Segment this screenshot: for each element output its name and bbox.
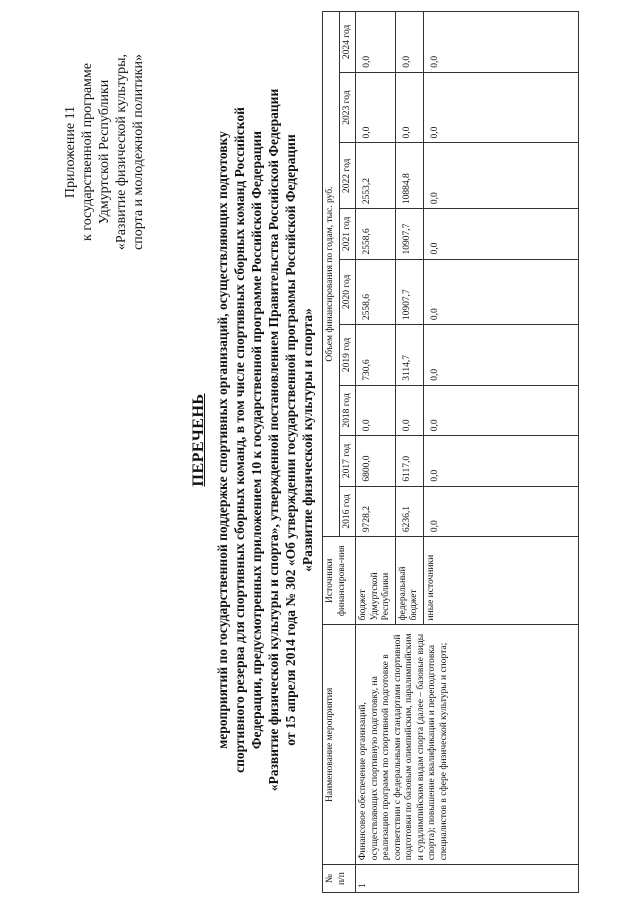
subtitle-line: от 15 апреля 2014 года № 302 «Об утверждении государственной программы Российской Федерации <box>283 134 298 746</box>
header-year: 2023 год <box>339 72 356 143</box>
row-value: 0,0 <box>423 209 578 259</box>
row-value: 0,0 <box>395 12 423 73</box>
header-year: 2020 год <box>339 259 356 325</box>
row-value: 0,0 <box>423 436 578 486</box>
row-value: 730,6 <box>356 325 396 386</box>
row-value: 0,0 <box>395 72 423 143</box>
row-value: 0,0 <box>356 385 396 435</box>
row-value: 0,0 <box>423 143 578 209</box>
row-value: 2558,6 <box>356 209 396 259</box>
document-title: ПЕРЕЧЕНЬ <box>190 393 207 487</box>
header-year: 2022 год <box>339 143 356 209</box>
header-volume: Объем финансирования по годам, тыс. руб. <box>323 12 340 537</box>
row-number: 1 <box>356 865 579 893</box>
header-year: 2018 год <box>339 385 356 435</box>
row-value: 0,0 <box>423 486 578 536</box>
row-value: 10907,7 <box>395 209 423 259</box>
subtitle-line: спортивного резерва для спортивных сборных команд, в том числе спортивных сборных команд Российской <box>232 107 247 773</box>
table-row <box>356 12 396 893</box>
row-source: федеральный бюджет <box>395 537 423 625</box>
subtitle-line: «Развитие физической культуры и спорта» <box>300 308 315 572</box>
row-value: 0,0 <box>356 72 396 143</box>
header-source: Источники финансирова-ния <box>323 537 356 625</box>
appendix-note <box>62 27 147 277</box>
header-name: Наименование мероприятия <box>323 625 356 865</box>
funding-table <box>322 11 579 893</box>
subtitle-line: мероприятий по государственной поддержке спортивных организаций, осуществляющих подготовку <box>215 131 230 749</box>
subtitle-line: «Развитие физической культуры и спорта», утвержденной постановлением Правительства Российской Федерации <box>266 88 281 792</box>
header-year: 2016 год <box>339 486 356 536</box>
header-num: № п/п <box>323 865 356 893</box>
appendix-line: «Развитие физической культуры, <box>114 53 129 251</box>
subtitle-line: Федерации, предусмотренных приложением 10 к государственной программе Российской Федерации <box>249 130 264 750</box>
row-value: 10884,8 <box>395 143 423 209</box>
row-value: 0,0 <box>423 325 578 386</box>
appendix-line: к государственной программе <box>80 63 95 241</box>
row-value: 0,0 <box>423 12 578 73</box>
document-subtitle <box>214 35 316 845</box>
row-value: 6800,0 <box>356 436 396 486</box>
header-year: 2021 год <box>339 209 356 259</box>
row-activity-name: Финансовое обеспечение организаций, осуществляющих спортивную подготовку, на реализацию программ по спортивной подготовке в соответствии с федеральными стандартами спортивной подготовки по базовым олимпийским, паралимпийским и сурдлимпийским видам спорта (далее – базовые виды спорта); повышение квалификации и переподготовка специалистов в сфере физической культуры и спорта; <box>356 625 579 865</box>
row-value: 3114,7 <box>395 325 423 386</box>
row-source: иные источники <box>423 537 578 625</box>
row-value: 0,0 <box>423 385 578 435</box>
row-value: 2553,2 <box>356 143 396 209</box>
row-value: 6117,0 <box>395 436 423 486</box>
row-value: 10907,7 <box>395 259 423 325</box>
document-heading <box>190 35 316 845</box>
row-value: 9728,2 <box>356 486 396 536</box>
row-value: 0,0 <box>423 259 578 325</box>
row-value: 6236,1 <box>395 486 423 536</box>
row-value: 2558,6 <box>356 259 396 325</box>
row-value: 0,0 <box>356 12 396 73</box>
row-value: 0,0 <box>395 385 423 435</box>
appendix-line: спорта и молодежной политики» <box>131 54 146 250</box>
table-header-row <box>323 12 340 893</box>
header-year: 2019 год <box>339 325 356 386</box>
row-value: 0,0 <box>423 72 578 143</box>
header-year: 2024 год <box>339 12 356 73</box>
row-source: бюджет Удмуртской Республики <box>356 537 396 625</box>
appendix-line: Приложение 11 <box>63 105 78 199</box>
appendix-line: Удмуртской Республики <box>97 79 112 225</box>
header-year: 2017 год <box>339 436 356 486</box>
